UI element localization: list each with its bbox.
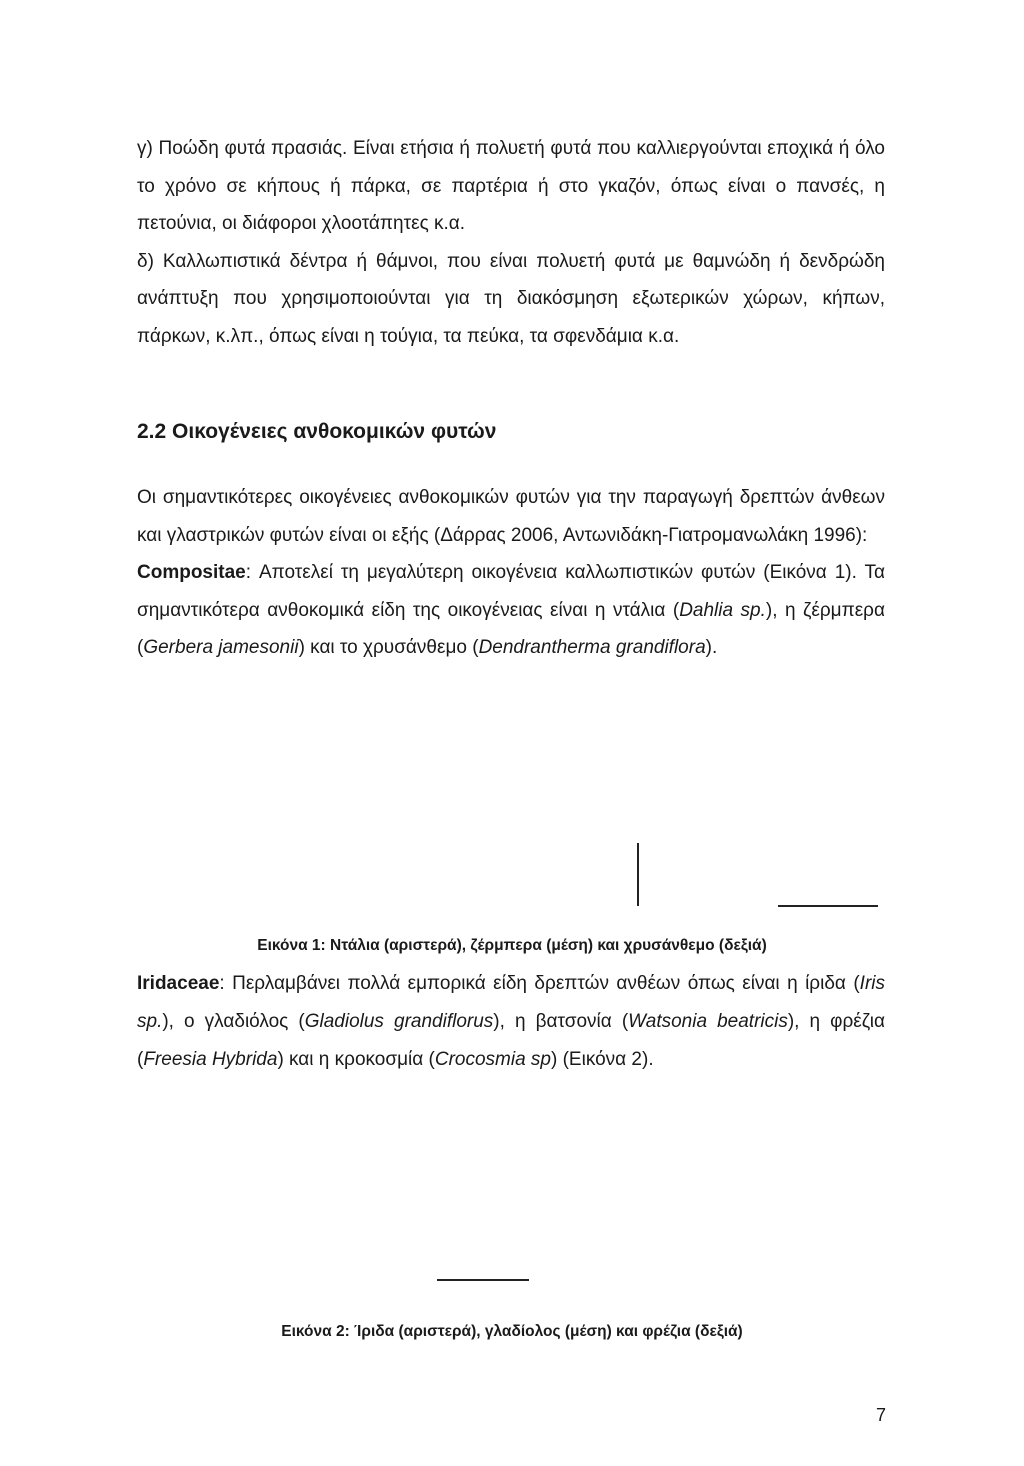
species-name: Gladiolus grandiflorus: [304, 1011, 494, 1032]
text-span: ), η φρέζια (: [137, 1011, 885, 1070]
text-span: ), ο γλαδιόλος (: [162, 1011, 305, 1032]
page-number: 7: [876, 1405, 887, 1425]
family-term: Compositae: [137, 562, 246, 584]
species-name: Crocosmia sp: [434, 1049, 551, 1070]
list-block: [137, 130, 885, 355]
text-span: ), η βατσονία (: [493, 1011, 629, 1032]
compositae-paragraph: [137, 554, 885, 667]
section-body: [137, 479, 885, 667]
species-name: Watsonia beatricis: [628, 1011, 788, 1032]
figure-2-caption: Εικόνα 2: Ίριδα (αριστερά), γλαδίολος (μέση) και φρέζια (δεξιά): [281, 1323, 743, 1340]
iridaceae-paragraph: [137, 965, 885, 1079]
species-name: Dahlia sp.: [679, 599, 766, 621]
species-name: Gerbera jamesonii: [143, 637, 299, 659]
text-span: ) (Εικόνα 2).: [551, 1049, 654, 1070]
species-name: Iris sp.: [137, 973, 885, 1032]
intro-paragraph: Οι σημαντικότερες οικογένειες ανθοκομικών φυτών για την παραγωγή δρεπτών άνθεων και γλαστρικών φυτών είναι οι εξής (Δάρρας 2006, Αντωνιδάκη-Γιατρομανωλάκη 1996):: [137, 487, 885, 546]
figure-1-remnant: [637, 843, 639, 906]
text-span: : Περλαμβάνει πολλά εμπορικά είδη δρεπτών ανθέων όπως είναι η ίριδα (: [219, 973, 860, 994]
list-item-d: δ) Καλλωπιστικά δέντρα ή θάμνοι, που είναι πολυετή φυτά με θαμνώδη ή δενδρώδη ανάπτυξη που χρησιμοποιούνται για τη διακόσμηση εξωτερικών χώρων, κήπων, πάρκων, κ.λπ., όπως είναι η τούγια, τα πεύκα, τα σφενδάμια κ.α.: [137, 250, 885, 347]
figure-1-caption: Εικόνα 1: Ντάλια (αριστερά), ζέρμπερα (μέση) και χρυσάνθεμο (δεξιά): [257, 937, 767, 954]
list-item-g: γ) Ποώδη φυτά πρασιάς. Είναι ετήσια ή πολυετή φυτά που καλλιεργούνται εποχικά ή όλο το χρόνο σε κήπους ή πάρκα, σε παρτέρια ή στο γκαζόν, όπως είναι ο πανσές, η πετούνια, οι διάφοροι χλοοτάπητες κ.α.: [137, 138, 885, 234]
iridaceae-block: [137, 965, 885, 1079]
text-span: : Αποτελεί τη μεγαλύτερη οικογένεια καλλωπιστικών φυτών (Εικόνα 1). Τα σημαντικότερα ανθοκομικά είδη της οικογένειας είναι η ντάλια (: [137, 562, 885, 621]
text-span: ), η ζέρμπερα (: [137, 599, 885, 659]
family-term: Iridaceae: [137, 973, 220, 994]
text-span: ).: [705, 637, 718, 659]
species-name: Dendrantherma grandiflora: [478, 637, 706, 659]
text-span: ) και η κροκοσμία (: [277, 1049, 435, 1070]
figure-2-remnant: [437, 1279, 529, 1281]
species-name: Freesia Hybrida: [143, 1049, 278, 1070]
section-heading: 2.2 Οικογένειες ανθοκομικών φυτών: [137, 420, 497, 443]
figure-1-remnant: [778, 905, 878, 907]
text-span: ) και το χρυσάνθεμο (: [298, 637, 479, 659]
